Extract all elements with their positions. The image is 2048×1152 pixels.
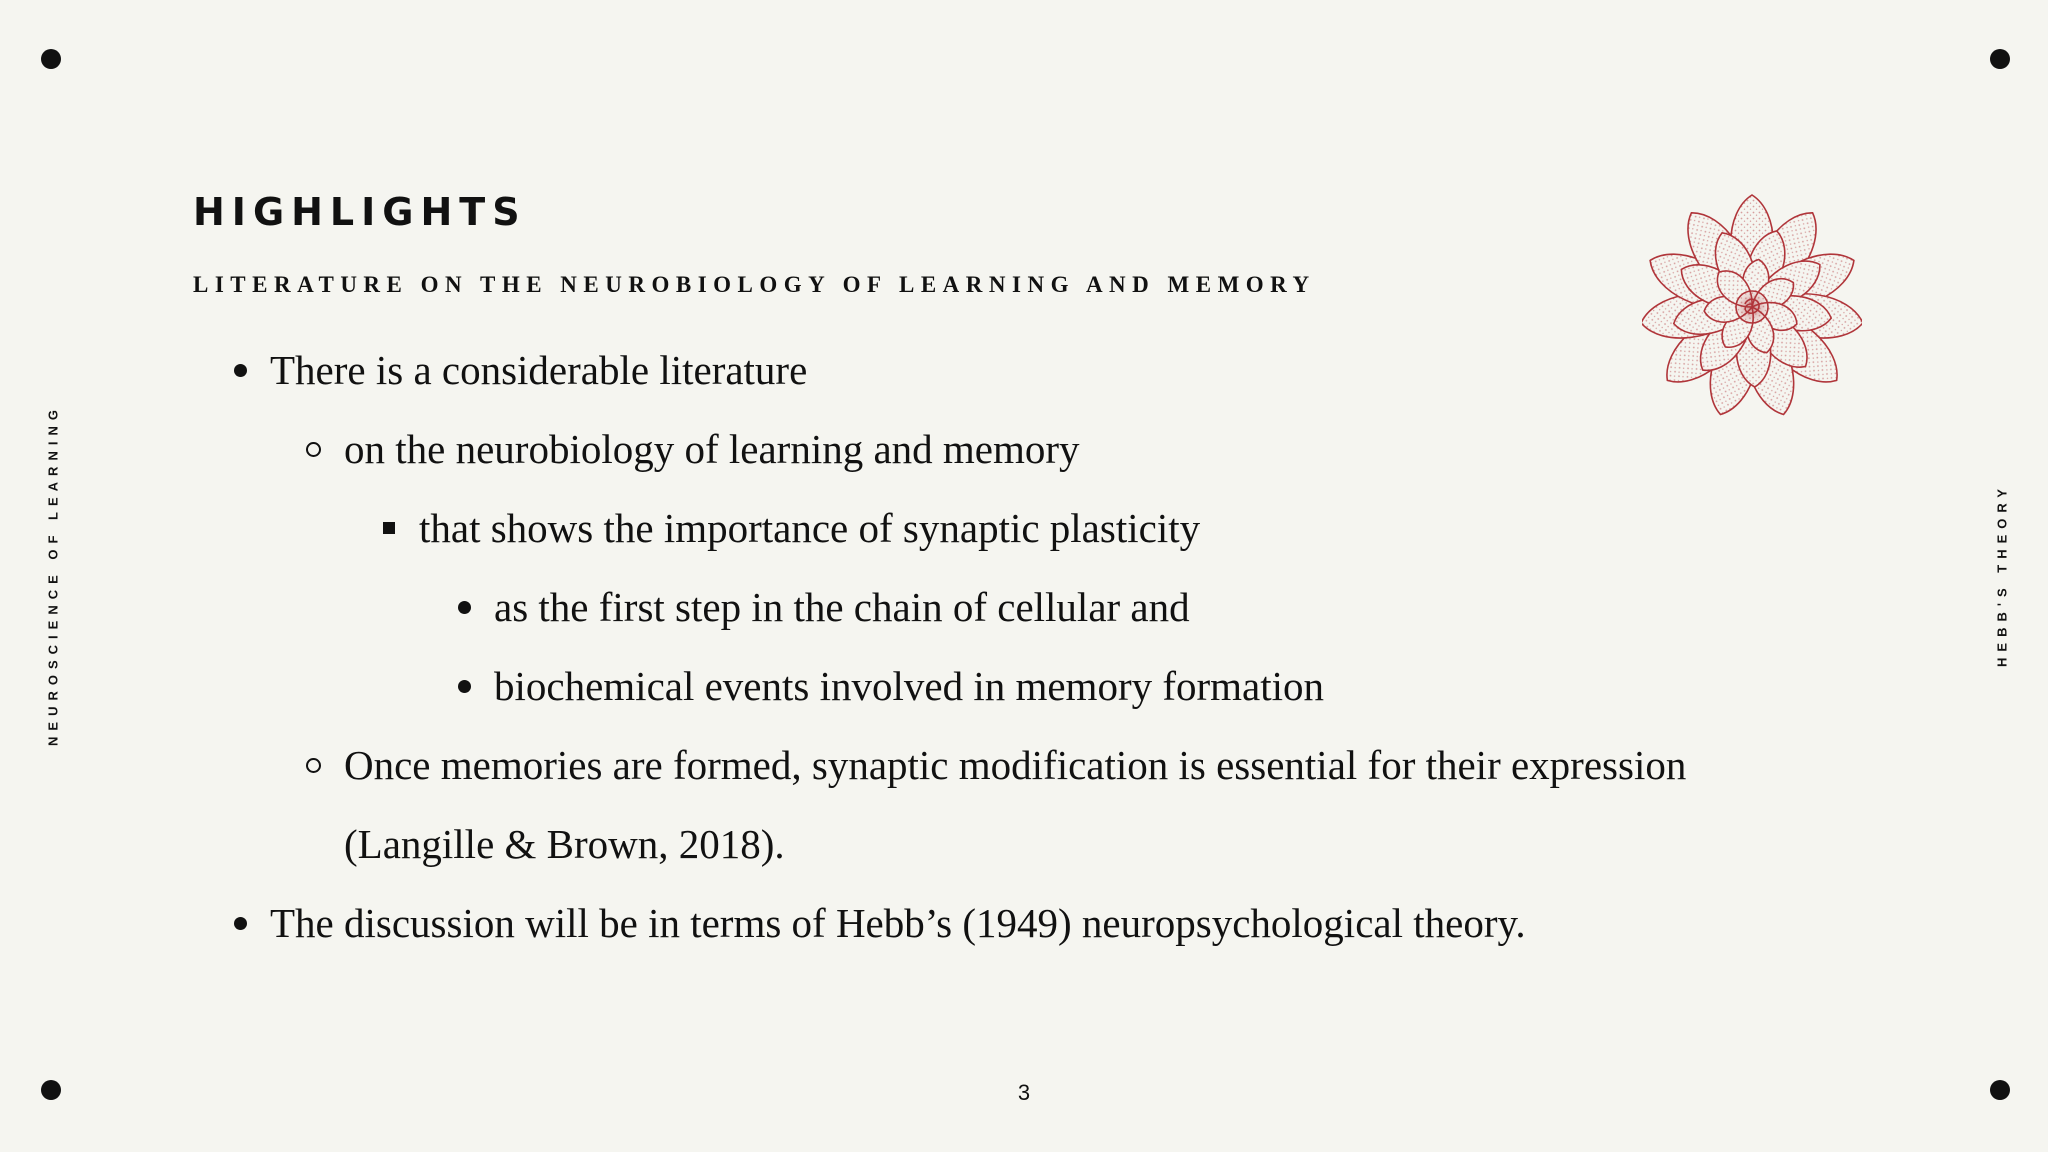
bullet-square-icon (383, 522, 395, 534)
slide-subtitle: LITERATURE ON THE NEUROBIOLOGY OF LEARNING AND MEMORY (193, 272, 1316, 297)
list-item (419, 498, 1200, 558)
corner-dot-bottom-right (1990, 1080, 2010, 1100)
bullet-disc-icon (234, 364, 247, 377)
corner-dot-top-left (41, 49, 61, 69)
list-item (344, 735, 1686, 795)
list-item-text: biochemical events involved in memory formation (494, 663, 1325, 709)
bullet-circle-icon (306, 758, 321, 773)
list-item-text: (Langille & Brown, 2018). (344, 821, 785, 867)
list-item (344, 814, 785, 874)
page-number: 3 (1017, 1080, 1031, 1105)
side-label-right: HEBB'S THEORY (1994, 483, 2010, 667)
list-item-text: The discussion will be in terms of Hebb’s (1949) neuropsychological theory. (270, 900, 1526, 946)
list-item (344, 419, 1080, 479)
slide-title: HIGHLIGHTS (193, 190, 527, 234)
bullet-disc-icon (234, 917, 247, 930)
list-item (494, 577, 1190, 637)
list-item (270, 340, 807, 400)
corner-dot-bottom-left (41, 1080, 61, 1100)
bullet-disc-icon (458, 601, 471, 614)
list-item-text: on the neurobiology of learning and memory (344, 426, 1080, 472)
list-item (494, 656, 1324, 716)
list-item-text: as the first step in the chain of cellular and (494, 584, 1190, 630)
succulent-flower-icon (1642, 190, 1862, 425)
list-item-text: that shows the importance of synaptic plasticity (419, 505, 1201, 551)
side-label-left: NEUROSCIENCE OF LEARNING (45, 404, 61, 746)
list-item-text: Once memories are formed, synaptic modification is essential for their expression (344, 742, 1687, 788)
list-item-text: There is a considerable literature (270, 347, 808, 393)
bullet-circle-icon (306, 442, 321, 457)
corner-dot-top-right (1990, 49, 2010, 69)
bullet-disc-icon (458, 680, 471, 693)
list-item (270, 893, 1526, 953)
